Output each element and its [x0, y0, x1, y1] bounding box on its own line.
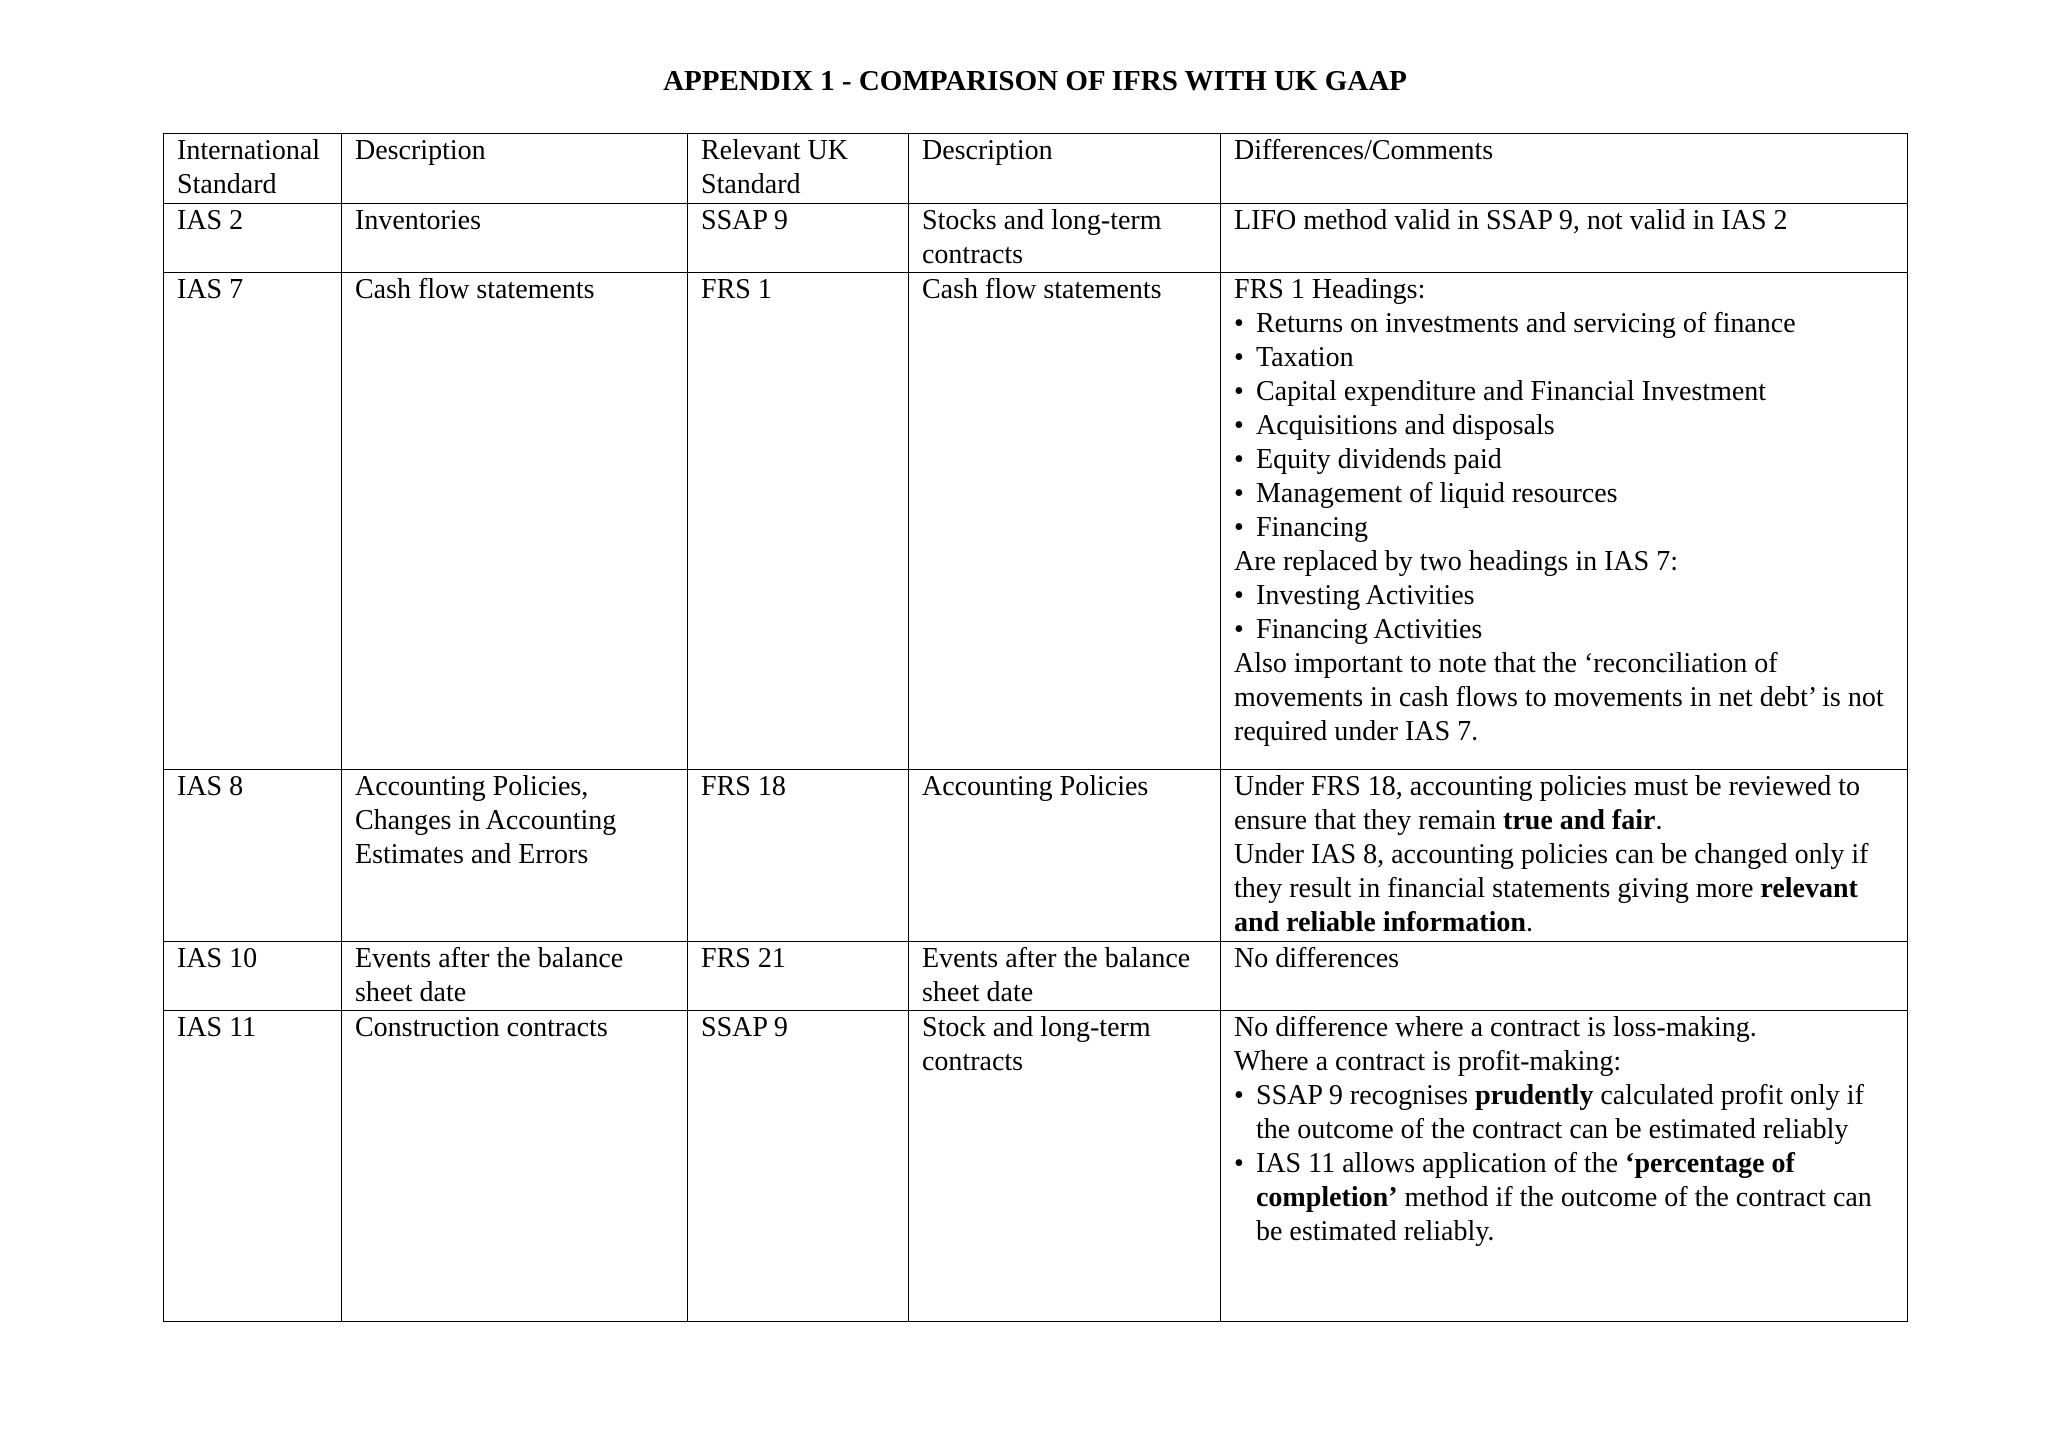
- cell-comments: [1221, 1011, 1908, 1322]
- list-item-text: Investing Activities: [1256, 580, 1475, 611]
- table-row: [164, 770, 1908, 942]
- bullet-icon: •: [1234, 444, 1244, 475]
- bullet-icon: •: [1234, 512, 1244, 543]
- page-title: APPENDIX 1 - COMPARISON OF IFRS WITH UK GAAP: [663, 65, 1407, 97]
- list-item-text: Management of liquid resources: [1256, 478, 1618, 509]
- cell-uk-standard: SSAP 9: [688, 1011, 909, 1322]
- bullet-icon: •: [1234, 342, 1244, 373]
- comment-line: Where a contract is profit-making:: [1234, 1046, 1622, 1077]
- cell-international-description: Events after the balance sheet date: [342, 942, 688, 1011]
- comment-emphasis: true and fair: [1503, 805, 1656, 836]
- cell-comments: [1221, 770, 1908, 942]
- cell-uk-standard: SSAP 9: [688, 204, 909, 273]
- cell-comments: [1221, 273, 1908, 770]
- comment-emphasis: prudently: [1475, 1080, 1594, 1111]
- list-item: [1234, 443, 1897, 477]
- bullet-icon: •: [1234, 1080, 1244, 1111]
- header-differences-comments: Differences/Comments: [1221, 134, 1908, 204]
- cell-international-standard: IAS 8: [164, 770, 342, 942]
- comment-text: SSAP 9 recognises: [1256, 1080, 1476, 1111]
- cell-international-description: Inventories: [342, 204, 688, 273]
- bullet-icon: •: [1234, 410, 1244, 441]
- comparison-table: [163, 133, 1908, 1322]
- list-item: [1234, 579, 1897, 613]
- bullet-icon: •: [1234, 1148, 1244, 1179]
- cell-uk-standard: FRS 18: [688, 770, 909, 942]
- cell-comments: No differences: [1221, 942, 1908, 1011]
- cell-international-standard: IAS 10: [164, 942, 342, 1011]
- cell-comments: LIFO method valid in SSAP 9, not valid in IAS 2: [1221, 204, 1908, 273]
- list-item: [1234, 1079, 1897, 1147]
- comment-emphasis: ‘percentage of completion’: [1256, 1148, 1795, 1213]
- comment-replaced: Are replaced by two headings in IAS 7:: [1234, 546, 1678, 577]
- list-item-text: Returns on investments and servicing of finance: [1256, 308, 1796, 339]
- bullet-icon: •: [1234, 580, 1244, 611]
- list-item-text: Financing: [1256, 512, 1368, 543]
- cell-uk-standard: FRS 21: [688, 942, 909, 1011]
- cell-uk-description: Accounting Policies: [909, 770, 1221, 942]
- table-row: [164, 273, 1908, 770]
- comment-text: method if the outcome of the contract can be estimated reliably.: [1256, 1182, 1872, 1247]
- list-item-text: [1256, 1147, 1897, 1249]
- list-item-text: Equity dividends paid: [1256, 444, 1502, 475]
- comment-emphasis: relevant and reliable information: [1234, 873, 1858, 938]
- list-item: [1234, 613, 1897, 647]
- table-row: [164, 204, 1908, 273]
- comment-text: Under IAS 8, accounting policies can be changed only if they result in financial statements giving more: [1234, 839, 1869, 904]
- comment-paragraph: [1234, 838, 1897, 940]
- list-item: [1234, 511, 1897, 545]
- list-item: [1234, 307, 1897, 341]
- cell-uk-description: Stock and long-term contracts: [909, 1011, 1221, 1322]
- cell-international-description: Accounting Policies, Changes in Accounting Estimates and Errors: [342, 770, 688, 942]
- comment-text: .: [1655, 805, 1663, 836]
- list-item: [1234, 341, 1897, 375]
- cell-international-standard: IAS 11: [164, 1011, 342, 1322]
- bullet-icon: •: [1234, 308, 1244, 339]
- cell-international-description: Construction contracts: [342, 1011, 688, 1322]
- table-row: [164, 1011, 1908, 1322]
- cell-international-standard: IAS 7: [164, 273, 342, 770]
- comment-intro: FRS 1 Headings:: [1234, 274, 1426, 305]
- comment-note: Also important to note that the ‘reconciliation of movements in cash flows to movements in net debt’ is not required under IAS 7.: [1234, 648, 1884, 747]
- list-item: [1234, 375, 1897, 409]
- comment-line: No difference where a contract is loss-making.: [1234, 1012, 1757, 1043]
- cell-uk-description: Events after the balance sheet date: [909, 942, 1221, 1011]
- header-international-standard: International Standard: [164, 134, 342, 204]
- cell-uk-description: Cash flow statements: [909, 273, 1221, 770]
- list-item-text: Capital expenditure and Financial Investment: [1256, 376, 1767, 407]
- cell-uk-description: Stocks and long-term contracts: [909, 204, 1221, 273]
- table-header-row: [164, 134, 1908, 204]
- list-item-text: [1256, 1079, 1897, 1147]
- comment-text: .: [1525, 907, 1533, 938]
- list-item: [1234, 1147, 1897, 1249]
- bullet-icon: •: [1234, 614, 1244, 645]
- cell-international-description: Cash flow statements: [342, 273, 688, 770]
- cell-uk-standard: FRS 1: [688, 273, 909, 770]
- table-row: [164, 942, 1908, 1011]
- comment-text: calculated profit only if the outcome of the contract can be estimated reliably: [1256, 1080, 1864, 1145]
- cell-international-standard: IAS 2: [164, 204, 342, 273]
- list-item-text: Acquisitions and disposals: [1256, 410, 1555, 441]
- header-relevant-uk-standard: Relevant UK Standard: [688, 134, 909, 204]
- list-item-text: Taxation: [1256, 342, 1354, 373]
- comment-text: IAS 11 allows application of the: [1256, 1148, 1626, 1179]
- bullet-icon: •: [1234, 376, 1244, 407]
- bullet-icon: •: [1234, 478, 1244, 509]
- comment-text: Under FRS 18, accounting policies must be reviewed to ensure that they remain: [1234, 771, 1860, 836]
- comment-paragraph: [1234, 770, 1897, 838]
- header-uk-description: Description: [909, 134, 1221, 204]
- list-item: [1234, 477, 1897, 511]
- list-item: [1234, 409, 1897, 443]
- header-international-description: Description: [342, 134, 688, 204]
- list-item-text: Financing Activities: [1256, 614, 1483, 645]
